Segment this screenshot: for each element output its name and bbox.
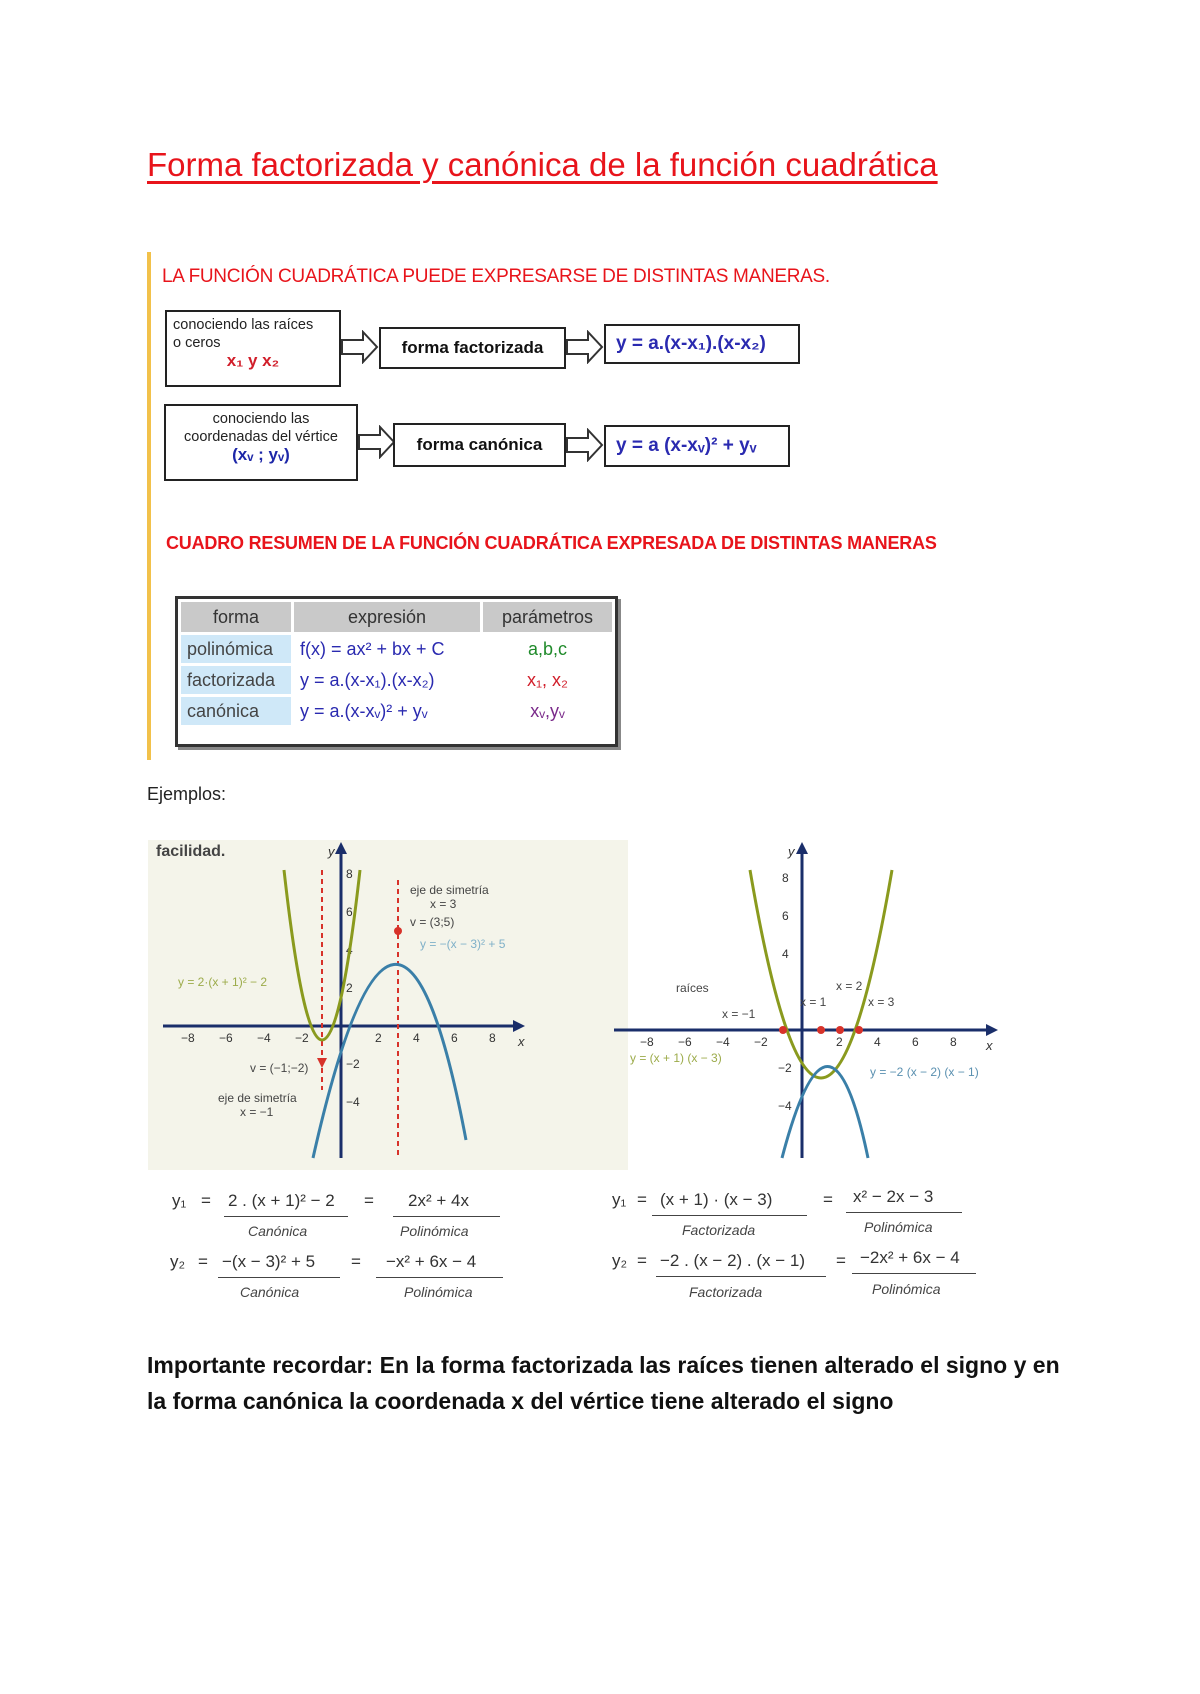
graph2-x-label: x bbox=[986, 1038, 993, 1053]
graph1-sym-left-2: x = −1 bbox=[240, 1105, 274, 1119]
graph1-y-label: y bbox=[328, 844, 335, 859]
x-tick: −2 bbox=[295, 1031, 309, 1045]
roots-box-line1: conociendo las raíces bbox=[173, 317, 314, 333]
y-tick: 4 bbox=[782, 947, 789, 961]
eq-right-y2-label: y₂ bbox=[612, 1251, 628, 1270]
factorized-form-box: forma factorizada bbox=[379, 327, 566, 369]
table-row bbox=[181, 666, 612, 694]
roots-box-vars: x₁ y x₂ bbox=[226, 351, 280, 370]
root-point bbox=[817, 1026, 825, 1034]
eq-right-y1-label-b: Polinómica bbox=[864, 1219, 933, 1235]
graph2-y-label: y bbox=[788, 844, 795, 859]
eq-right-y1-factorized: (x + 1) · (x − 3) bbox=[660, 1190, 773, 1209]
eq-left-y2-label: y₂ bbox=[170, 1252, 186, 1271]
table-cell-forma: polinómica bbox=[181, 635, 291, 663]
eq-left-y2-label-a: Canónica bbox=[240, 1284, 300, 1300]
eq-right-y1-equals: = bbox=[637, 1190, 647, 1209]
y-tick: −2 bbox=[346, 1057, 360, 1071]
intro-heading: LA FUNCIÓN CUADRÁTICA PUEDE EXPRESARSE DE DISTINTAS MANERAS. bbox=[162, 266, 830, 287]
important-note: Importante recordar: En la forma factorizada las raíces tienen alterado el signo y en la forma canónica la coordenada x del vértice tiene alterado el signo bbox=[147, 1352, 1060, 1414]
eq-right-y1-label-a: Factorizada bbox=[682, 1222, 756, 1238]
curve-a-parabola bbox=[750, 870, 892, 1078]
table-cell-forma: factorizada bbox=[181, 666, 291, 694]
y-tick: 8 bbox=[782, 871, 789, 885]
eq-left-y1-label: y₁ bbox=[172, 1191, 187, 1210]
x-tick: −8 bbox=[640, 1035, 654, 1049]
eq-left-y2-polynomial: −x² + 6x − 4 bbox=[386, 1252, 477, 1271]
curve-right-parabola bbox=[313, 964, 466, 1158]
eq-left-y1-equals: = bbox=[201, 1191, 211, 1210]
underline bbox=[852, 1273, 976, 1274]
factorized-expression-box: y = a.(x-x₁).(x-x₂) bbox=[604, 324, 800, 364]
curve-b-parabola bbox=[782, 1067, 868, 1159]
underline bbox=[218, 1277, 340, 1278]
graph2-curve-a: y = (x + 1) (x − 3) bbox=[630, 1051, 722, 1065]
graph1-vertex-left: v = (−1;−2) bbox=[250, 1061, 309, 1075]
vertex-box-line1: conociendo las bbox=[212, 411, 310, 427]
table-cell-parametros: xᵥ,yᵥ bbox=[530, 700, 565, 721]
table-header-forma: forma bbox=[181, 602, 291, 632]
graph2-root-3: x = 2 bbox=[836, 979, 863, 993]
x-tick: 6 bbox=[912, 1035, 919, 1049]
y-tick: 8 bbox=[346, 867, 353, 881]
arrow-right-icon bbox=[341, 330, 379, 364]
table-row bbox=[181, 635, 612, 663]
graph2-curve-b: y = −2 (x − 2) (x − 1) bbox=[870, 1065, 979, 1079]
root-point bbox=[855, 1026, 863, 1034]
eq-right-y2-equals: = bbox=[637, 1251, 647, 1270]
vertex-left-point bbox=[317, 1058, 327, 1068]
arrow-right-icon bbox=[566, 428, 604, 462]
table-row bbox=[181, 697, 612, 725]
eq-left-y1-canonical: 2 . (x + 1)² − 2 bbox=[228, 1191, 335, 1210]
graph1-curve-right: y = −(x − 3)² + 5 bbox=[420, 937, 506, 951]
eq-right-y2-polynomial: −2x² + 6x − 4 bbox=[860, 1248, 960, 1267]
x-tick: 2 bbox=[375, 1031, 382, 1045]
x-tick: 8 bbox=[489, 1031, 496, 1045]
canonical-expression-box: y = a (x-xᵥ)² + yᵥ bbox=[604, 425, 790, 467]
x-tick: −4 bbox=[257, 1031, 271, 1045]
arrow-right-icon bbox=[566, 330, 604, 364]
graph2-root-2: x = 1 bbox=[800, 995, 827, 1009]
vertex-box bbox=[164, 404, 358, 481]
eq-right-y1-polynomial: x² − 2x − 3 bbox=[853, 1187, 934, 1206]
y-tick: 6 bbox=[782, 909, 789, 923]
graph1-curve-left: y = 2·(x + 1)² − 2 bbox=[178, 975, 268, 989]
underline bbox=[393, 1216, 500, 1217]
section-divider-bar bbox=[147, 252, 151, 760]
graph2-root-4: x = 3 bbox=[868, 995, 895, 1009]
y-tick: 6 bbox=[346, 905, 353, 919]
x-tick: 4 bbox=[874, 1035, 881, 1049]
table-cell-parametros: a,b,c bbox=[527, 638, 568, 659]
underline bbox=[652, 1215, 807, 1216]
table-cell-expresion: f(x) = ax² + bx + C bbox=[300, 638, 445, 659]
eq-right-y2-factorized: −2 . (x − 2) . (x − 1) bbox=[660, 1251, 806, 1270]
roots-box bbox=[165, 310, 341, 387]
table-cell-expresion: y = a.(x-xᵥ)² + yᵥ bbox=[300, 700, 428, 721]
eq-right-y1-equals-2: = bbox=[823, 1190, 833, 1209]
x-axis-arrow-icon bbox=[986, 1024, 998, 1036]
y-axis-arrow-icon bbox=[335, 842, 347, 854]
table-header-expresion: expresión bbox=[294, 602, 480, 632]
root-point bbox=[836, 1026, 844, 1034]
eq-right-y1-label: y₁ bbox=[612, 1190, 627, 1209]
table-cell-parametros: x₁, x₂ bbox=[526, 669, 569, 690]
x-tick: −6 bbox=[678, 1035, 692, 1049]
graph1-x-label: x bbox=[518, 1034, 525, 1049]
graph2-root-1: x = −1 bbox=[722, 1007, 756, 1021]
example-graph-1 bbox=[148, 840, 628, 1170]
x-tick: −6 bbox=[219, 1031, 233, 1045]
underline bbox=[656, 1276, 826, 1277]
vertex-box-line2: coordenadas del vértice bbox=[184, 429, 338, 445]
graph1-vertex-right: v = (3;5) bbox=[410, 915, 455, 929]
y-tick: −4 bbox=[346, 1095, 360, 1109]
eq-left-y2-equals-2: = bbox=[351, 1252, 361, 1271]
y-tick: 2 bbox=[346, 981, 353, 995]
page-title: Forma factorizada y canónica de la función cuadrática bbox=[147, 146, 938, 183]
summary-heading: CUADRO RESUMEN DE LA FUNCIÓN CUADRÁTICA EXPRESADA DE DISTINTAS MANERAS bbox=[166, 533, 937, 553]
roots-box-line2: o ceros bbox=[173, 335, 221, 351]
x-tick: 2 bbox=[836, 1035, 843, 1049]
x-axis-arrow-icon bbox=[513, 1020, 525, 1032]
underline bbox=[224, 1216, 348, 1217]
root-point bbox=[779, 1026, 787, 1034]
graph2-raices: raíces bbox=[676, 981, 709, 995]
graph1-corner-text: facilidad. bbox=[156, 843, 226, 860]
canonical-form-box: forma canónica bbox=[393, 423, 566, 467]
x-tick: −2 bbox=[754, 1035, 768, 1049]
eq-left-y1-equals-2: = bbox=[364, 1191, 374, 1210]
eq-right-y2-label-a: Factorizada bbox=[689, 1284, 763, 1300]
x-tick: −8 bbox=[181, 1031, 195, 1045]
y-tick: −4 bbox=[778, 1099, 792, 1113]
eq-right-y2-equals-2: = bbox=[836, 1251, 846, 1270]
eq-right-y2-label-b: Polinómica bbox=[872, 1281, 941, 1297]
arrow-right-icon bbox=[358, 425, 396, 459]
examples-label: Ejemplos: bbox=[147, 784, 227, 804]
example-graph-2 bbox=[610, 840, 1000, 1160]
table-header-parametros: parámetros bbox=[483, 602, 612, 632]
x-tick: −4 bbox=[716, 1035, 730, 1049]
eq-left-y1-polynomial: 2x² + 4x bbox=[408, 1191, 469, 1210]
graph1-sym-left-1: eje de simetría bbox=[218, 1091, 297, 1105]
underline bbox=[376, 1277, 503, 1278]
table-cell-expresion: y = a.(x-x₁).(x-x₂) bbox=[300, 669, 435, 690]
y-tick: −2 bbox=[778, 1061, 792, 1075]
underline bbox=[846, 1212, 962, 1213]
x-tick: 4 bbox=[413, 1031, 420, 1045]
vertex-box-vars: (xᵥ ; yᵥ) bbox=[232, 445, 290, 464]
graph1-sym-right-1: eje de simetría bbox=[410, 883, 489, 897]
eq-left-y2-label-b: Polinómica bbox=[404, 1284, 473, 1300]
summary-table bbox=[175, 596, 618, 747]
table-cell-forma: canónica bbox=[181, 697, 291, 725]
y-axis-arrow-icon bbox=[796, 842, 808, 854]
vertex-right-point bbox=[394, 927, 402, 935]
eq-left-y2-canonical: −(x − 3)² + 5 bbox=[222, 1252, 316, 1271]
y-tick: 4 bbox=[346, 943, 353, 957]
eq-left-y1-label-b: Polinómica bbox=[400, 1223, 469, 1239]
eq-left-y2-equals: = bbox=[198, 1252, 208, 1271]
graph1-sym-right-2: x = 3 bbox=[430, 897, 457, 911]
x-tick: 6 bbox=[451, 1031, 458, 1045]
x-tick: 8 bbox=[950, 1035, 957, 1049]
eq-left-y1-label-a: Canónica bbox=[248, 1223, 308, 1239]
